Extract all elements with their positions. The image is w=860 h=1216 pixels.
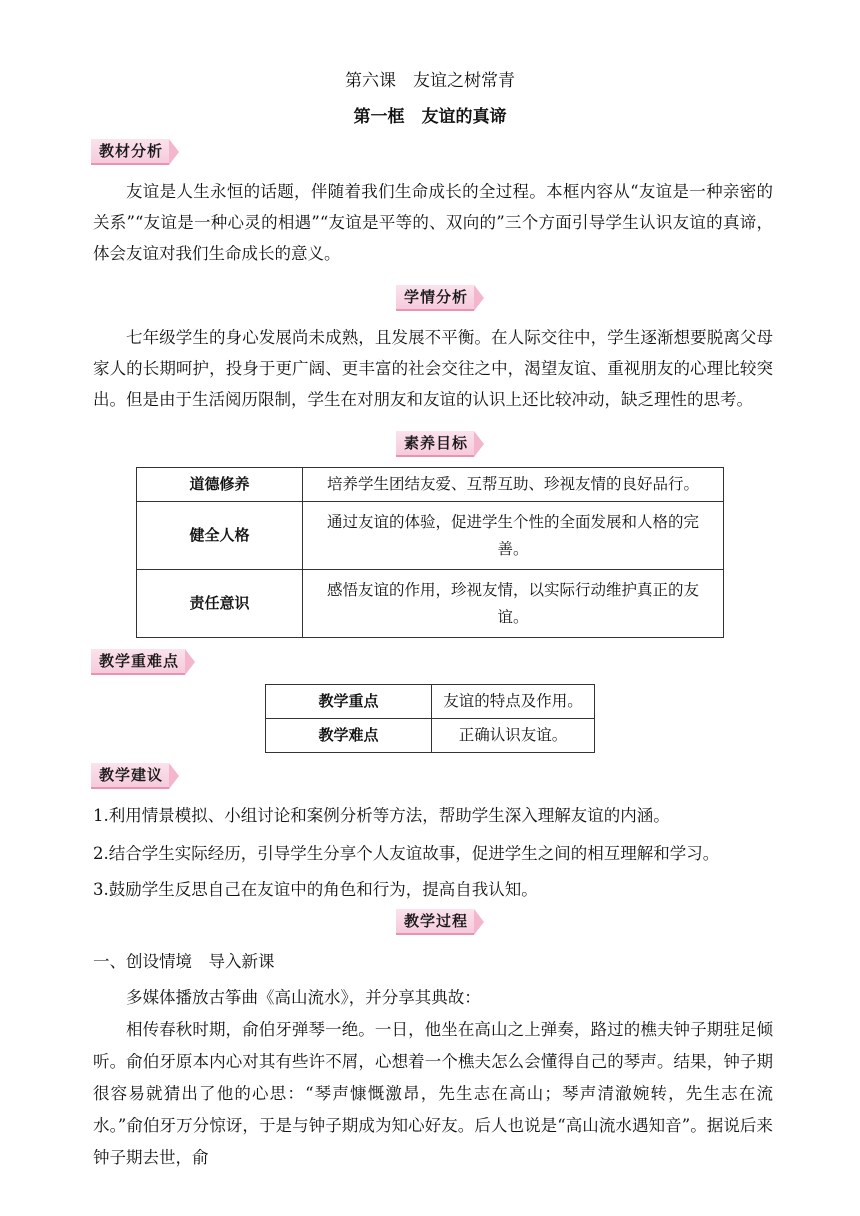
process-intro: 多媒体播放古筝曲《高山流水》，并分享其典故： [126,988,481,1007]
table-row [266,719,595,753]
goal-name: 健全人格 [137,502,303,570]
goal-desc: 通过友谊的体验，促进学生个性的全面发展和人格的完善。 [303,502,724,570]
chevron-right-icon [169,763,179,789]
badge-label: 教材分析 [91,139,169,165]
goal-desc: 培养学生团结友爱、互帮互助、珍视友情的良好品行。 [303,468,724,502]
chevron-right-icon [474,285,484,311]
table-row [137,570,724,638]
suggestion-item: 3.鼓励学生反思自己在友谊中的角色和行为，提高自我认知。 [93,880,538,899]
table-row [266,685,595,719]
badge-literacy-goals [396,432,484,456]
badge-key-points [91,650,195,674]
process-story: 相传春秋时期，俞伯牙弹琴一绝。一日，他坐在高山之上弹奏，路过的樵夫钟子期驻足倾听。俞伯牙原本内心对其有些许不屑，心想着一个樵夫怎么会懂得自己的琴声。结果，钟子期很容易就猜出了他的心思：“琴声慷慨激昂，先生志在高山；琴声清澈婉转，先生志在流水。”俞伯牙万分惊讶，于是与钟子期成为知心好友。后人也说是“高山流水遇知音”。据说后来钟子期去世，俞 [93,1020,773,1167]
table-row [137,468,724,502]
badge-textbook-analysis [91,140,179,164]
key-points-table [265,684,595,753]
point-name: 教学重点 [266,685,432,719]
goal-desc: 感悟友谊的作用，珍视友情，以实际行动维护真正的友谊。 [303,570,724,638]
literacy-goals-table [136,467,724,638]
point-desc: 友谊的特点及作用。 [432,685,595,719]
point-name: 教学难点 [266,719,432,753]
badge-process [396,910,484,934]
section-title: 第一框 友谊的真谛 [353,107,507,127]
chevron-right-icon [185,649,195,675]
goal-name: 责任意识 [137,570,303,638]
badge-label: 学情分析 [396,285,474,311]
suggestion-item: 1.利用情景模拟、小组讨论和案例分析等方法，帮助学生深入理解友谊的内涵。 [93,806,670,825]
textbook-analysis-text: 友谊是人生永恒的话题，伴随着我们生命成长的全过程。本框内容从“友谊是一种亲密的关系”“友谊是一种心灵的相遇”“友谊是平等的、双向的”三个方面引导学生认识友谊的真谛，体会友谊对我们生命成长的意义。 [93,182,773,263]
badge-suggestions [91,764,179,788]
badge-label: 素养目标 [396,431,474,457]
student-analysis-text: 七年级学生的身心发展尚未成熟，且发展不平衡。在人际交往中，学生逐渐想要脱离父母家人的长期呵护，投身于更广阔、更丰富的社会交往之中，渴望友谊、重视朋友的心理比较突出。但是由于生活阅历限制，学生在对朋友和友谊的认识上还比较冲动，缺乏理性的思考。 [93,328,773,409]
badge-label: 教学重难点 [91,649,185,675]
chevron-right-icon [474,431,484,457]
goal-name: 道德修养 [137,468,303,502]
lesson-title: 第六课 友谊之树常青 [345,71,515,91]
badge-label: 教学建议 [91,763,169,789]
suggestion-item: 2.结合学生实际经历，引导学生分享个人友谊故事，促进学生之间的相互理解和学习。 [93,844,720,863]
point-desc: 正确认识友谊。 [432,719,595,753]
chevron-right-icon [474,909,484,935]
badge-student-analysis [396,286,484,310]
badge-label: 教学过程 [396,909,474,935]
chevron-right-icon [169,139,179,165]
process-step-title: 一、创设情境 导入新课 [93,952,275,971]
table-row [137,502,724,570]
